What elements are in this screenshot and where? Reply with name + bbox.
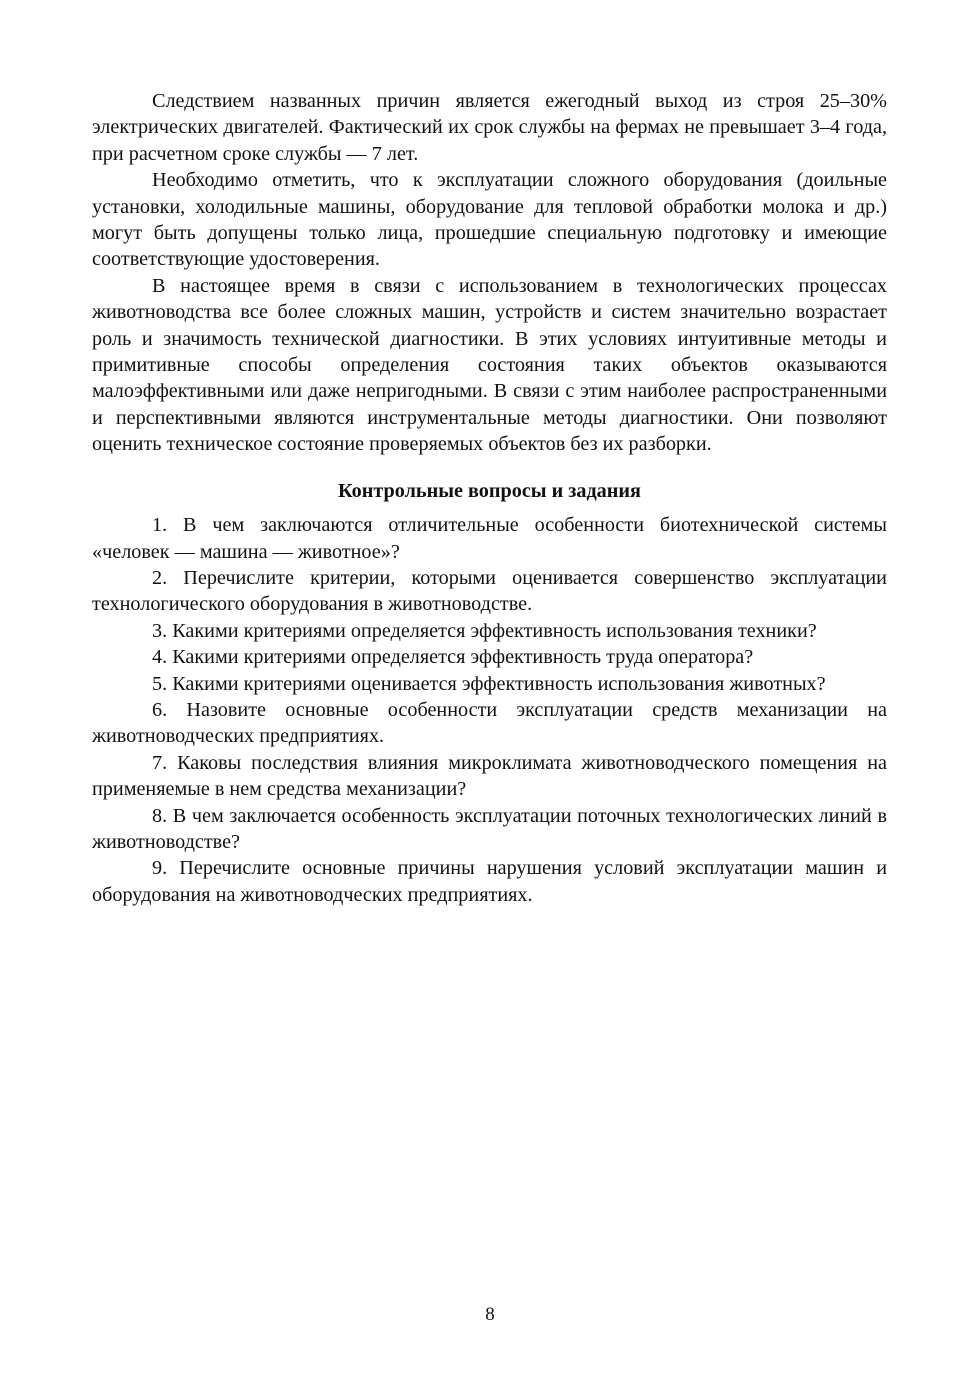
page-body [92, 88, 887, 908]
question-7: 7. Каковы последствия влияния микроклимата животноводческого помещения на применяемые в нем средства механизации? [92, 751, 887, 801]
paragraph-1: Следствием названных причин является ежегодный выход из строя 25–30% электрических двигателей. Фактический их срок службы на фермах не превышает 3–4 года, при расчетном сроке службы — 7 лет. [92, 90, 887, 165]
section-heading: Контрольные вопросы и задания [338, 479, 641, 502]
paragraph-3: В настоящее время в связи с использованием в технологических процессах животноводства все более сложных машин, устройств и систем значительно возрастает роль и значимость технической диагностики. В этих условиях интуитивные методы и примитивные способы определения состояния таких объектов оказываются малоэффективными или даже непригодными. В связи с этим наиболее распространенными и перспективными являются инструментальные методы диагностики. Они позволяют оценить техническое состояние проверяемых объектов без их разборки. [92, 274, 887, 456]
question-6: 6. Назовите основные особенности эксплуатации средств механизации на животноводческих предприятиях. [92, 698, 887, 748]
question-4: 4. Какими критериями определяется эффективность труда оператора? [152, 646, 754, 669]
questions-list [92, 512, 887, 908]
question-9: 9. Перечислите основные причины нарушения условий эксплуатации машин и оборудования на животноводческих предприятиях. [92, 857, 887, 906]
question-2: 2. Перечислите критерии, которыми оценивается совершенство эксплуатации технологического оборудования в животноводстве. [92, 566, 887, 616]
question-1: 1. В чем заключаются отличительные особенности биотехнической системы «человек — машина — животное»? [92, 514, 887, 563]
paragraph-2: Необходимо отметить, что к эксплуатации сложного оборудования (доильные установки, холодильные машины, оборудование для тепловой обработки молока и др.) могут быть допущены только лица, прошедшие специальную подготовку и имеющие соответствующие удостоверения. [92, 169, 887, 271]
question-8: 8. В чем заключается особенность эксплуатации поточных технологических линий в животноводстве? [92, 804, 887, 853]
page-number: 8 [485, 1304, 495, 1325]
question-3: 3. Какими критериями определяется эффективность использования техники? [152, 619, 817, 642]
question-5: 5. Какими критериями оценивается эффективность использования животных? [152, 672, 826, 695]
